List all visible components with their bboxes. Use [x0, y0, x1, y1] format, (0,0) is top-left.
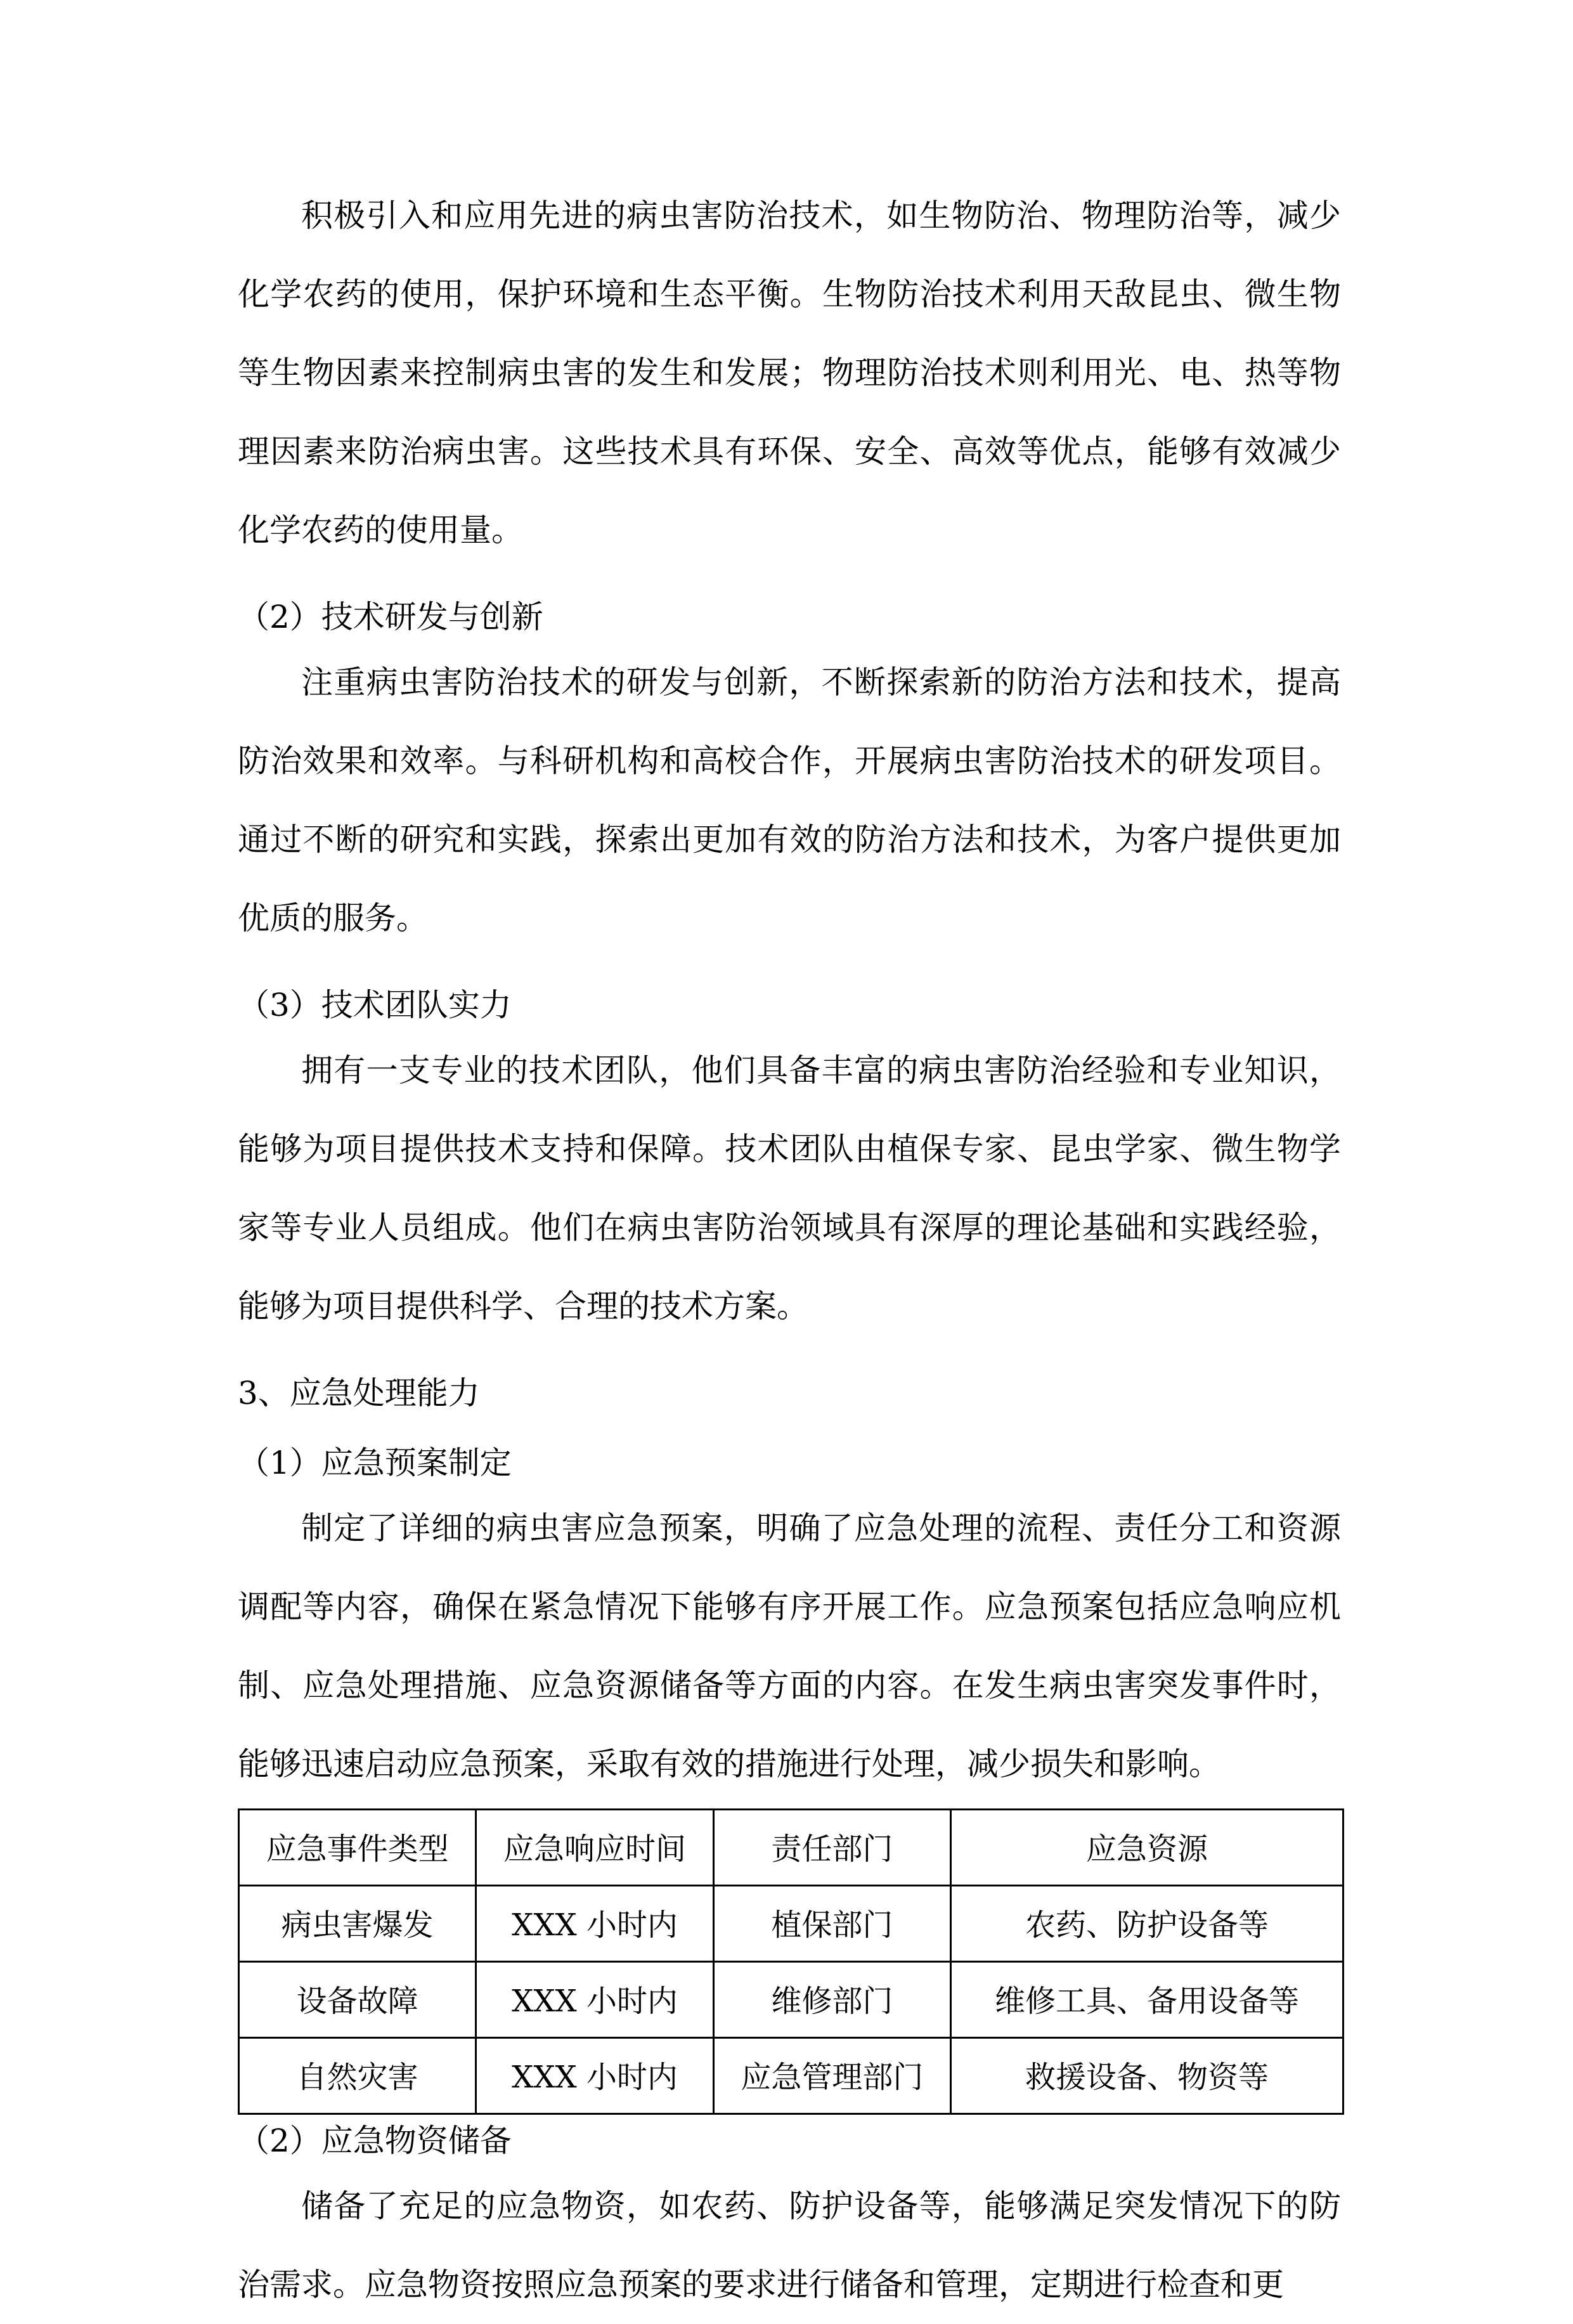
table-row: [239, 1886, 1343, 1962]
table-header-cell: 应急响应时间: [476, 1810, 713, 1886]
table-cell: 植保部门: [713, 1886, 950, 1962]
table-cell: XXX 小时内: [476, 2038, 713, 2114]
table-cell: 应急管理部门: [713, 2038, 950, 2114]
table-header-cell: 应急资源: [951, 1810, 1343, 1886]
table-cell: 维修部门: [713, 1962, 950, 2038]
paragraph-biocontrol: 积极引入和应用先进的病虫害防治技术，如生物防治、物理防治等，减少化学农药的使用，保护环境和生态平衡。生物防治技术利用天敌昆虫、微生物等生物因素来控制病虫害的发生和发展；物理防治技术则利用光、电、热等物理因素来防治病虫害。这些技术具有环保、安全、高效等优点，能够有效减少化学农药的使用量。: [238, 197, 1341, 549]
table-cell: 自然灾害: [239, 2038, 476, 2114]
heading-emergency-plan: （1）应急预案制定: [238, 1444, 512, 1481]
paragraph-rnd: 注重病虫害防治技术的研发与创新，不断探索新的防治方法和技术，提高防治效果和效率。与科研机构和高校合作，开展病虫害防治技术的研发项目。通过不断的研究和实践，探索出更加有效的防治方法和技术，为客户提供更加优质的服务。: [238, 664, 1341, 937]
table-cell: 救援设备、物资等: [951, 2038, 1343, 2114]
section-emergency-heading: 3、应急处理能力: [238, 1375, 480, 1412]
document-body: [238, 176, 1341, 2324]
table-header-cell: 责任部门: [713, 1810, 950, 1886]
table-cell: XXX 小时内: [476, 1962, 713, 2038]
table-cell: 设备故障: [239, 1962, 476, 2038]
paragraph-emergency-plan: 制定了详细的病虫害应急预案，明确了应急处理的流程、责任分工和资源调配等内容，确保在紧急情况下能够有序开展工作。应急预案包括应急响应机制、应急处理措施、应急资源储备等方面的内容。在发生病虫害突发事件时，能够迅速启动应急预案，采取有效的措施进行处理，减少损失和影响。: [238, 1510, 1341, 1782]
table-cell: 病虫害爆发: [239, 1886, 476, 1962]
heading-rnd: （2）技术研发与创新: [238, 599, 543, 635]
table-row: [239, 2038, 1343, 2114]
paragraph-team: 拥有一支专业的技术团队，他们具备丰富的病虫害防治经验和专业知识，能够为项目提供技术支持和保障。技术团队由植保专家、昆虫学家、微生物学家等专业人员组成。他们在病虫害防治领域具有深厚的理论基础和实践经验，能够为项目提供科学、合理的技术方案。: [238, 1052, 1341, 1325]
emergency-table: [238, 1808, 1344, 2115]
table-header-row: [239, 1810, 1343, 1886]
paragraph-emergency-supplies: 储备了充足的应急物资，如农药、防护设备等，能够满足突发情况下的防治需求。应急物资按照应急预案的要求进行储备和管理，定期进行检查和更: [238, 2188, 1341, 2303]
table-cell: 维修工具、备用设备等: [951, 1962, 1343, 2038]
table-cell: XXX 小时内: [476, 1886, 713, 1962]
table-cell: 农药、防护设备等: [951, 1886, 1343, 1962]
table-row: [239, 1962, 1343, 2038]
table-header-cell: 应急事件类型: [239, 1810, 476, 1886]
heading-team: （3）技术团队实力: [238, 987, 512, 1023]
heading-emergency-supplies: （2）应急物资储备: [238, 2122, 512, 2159]
